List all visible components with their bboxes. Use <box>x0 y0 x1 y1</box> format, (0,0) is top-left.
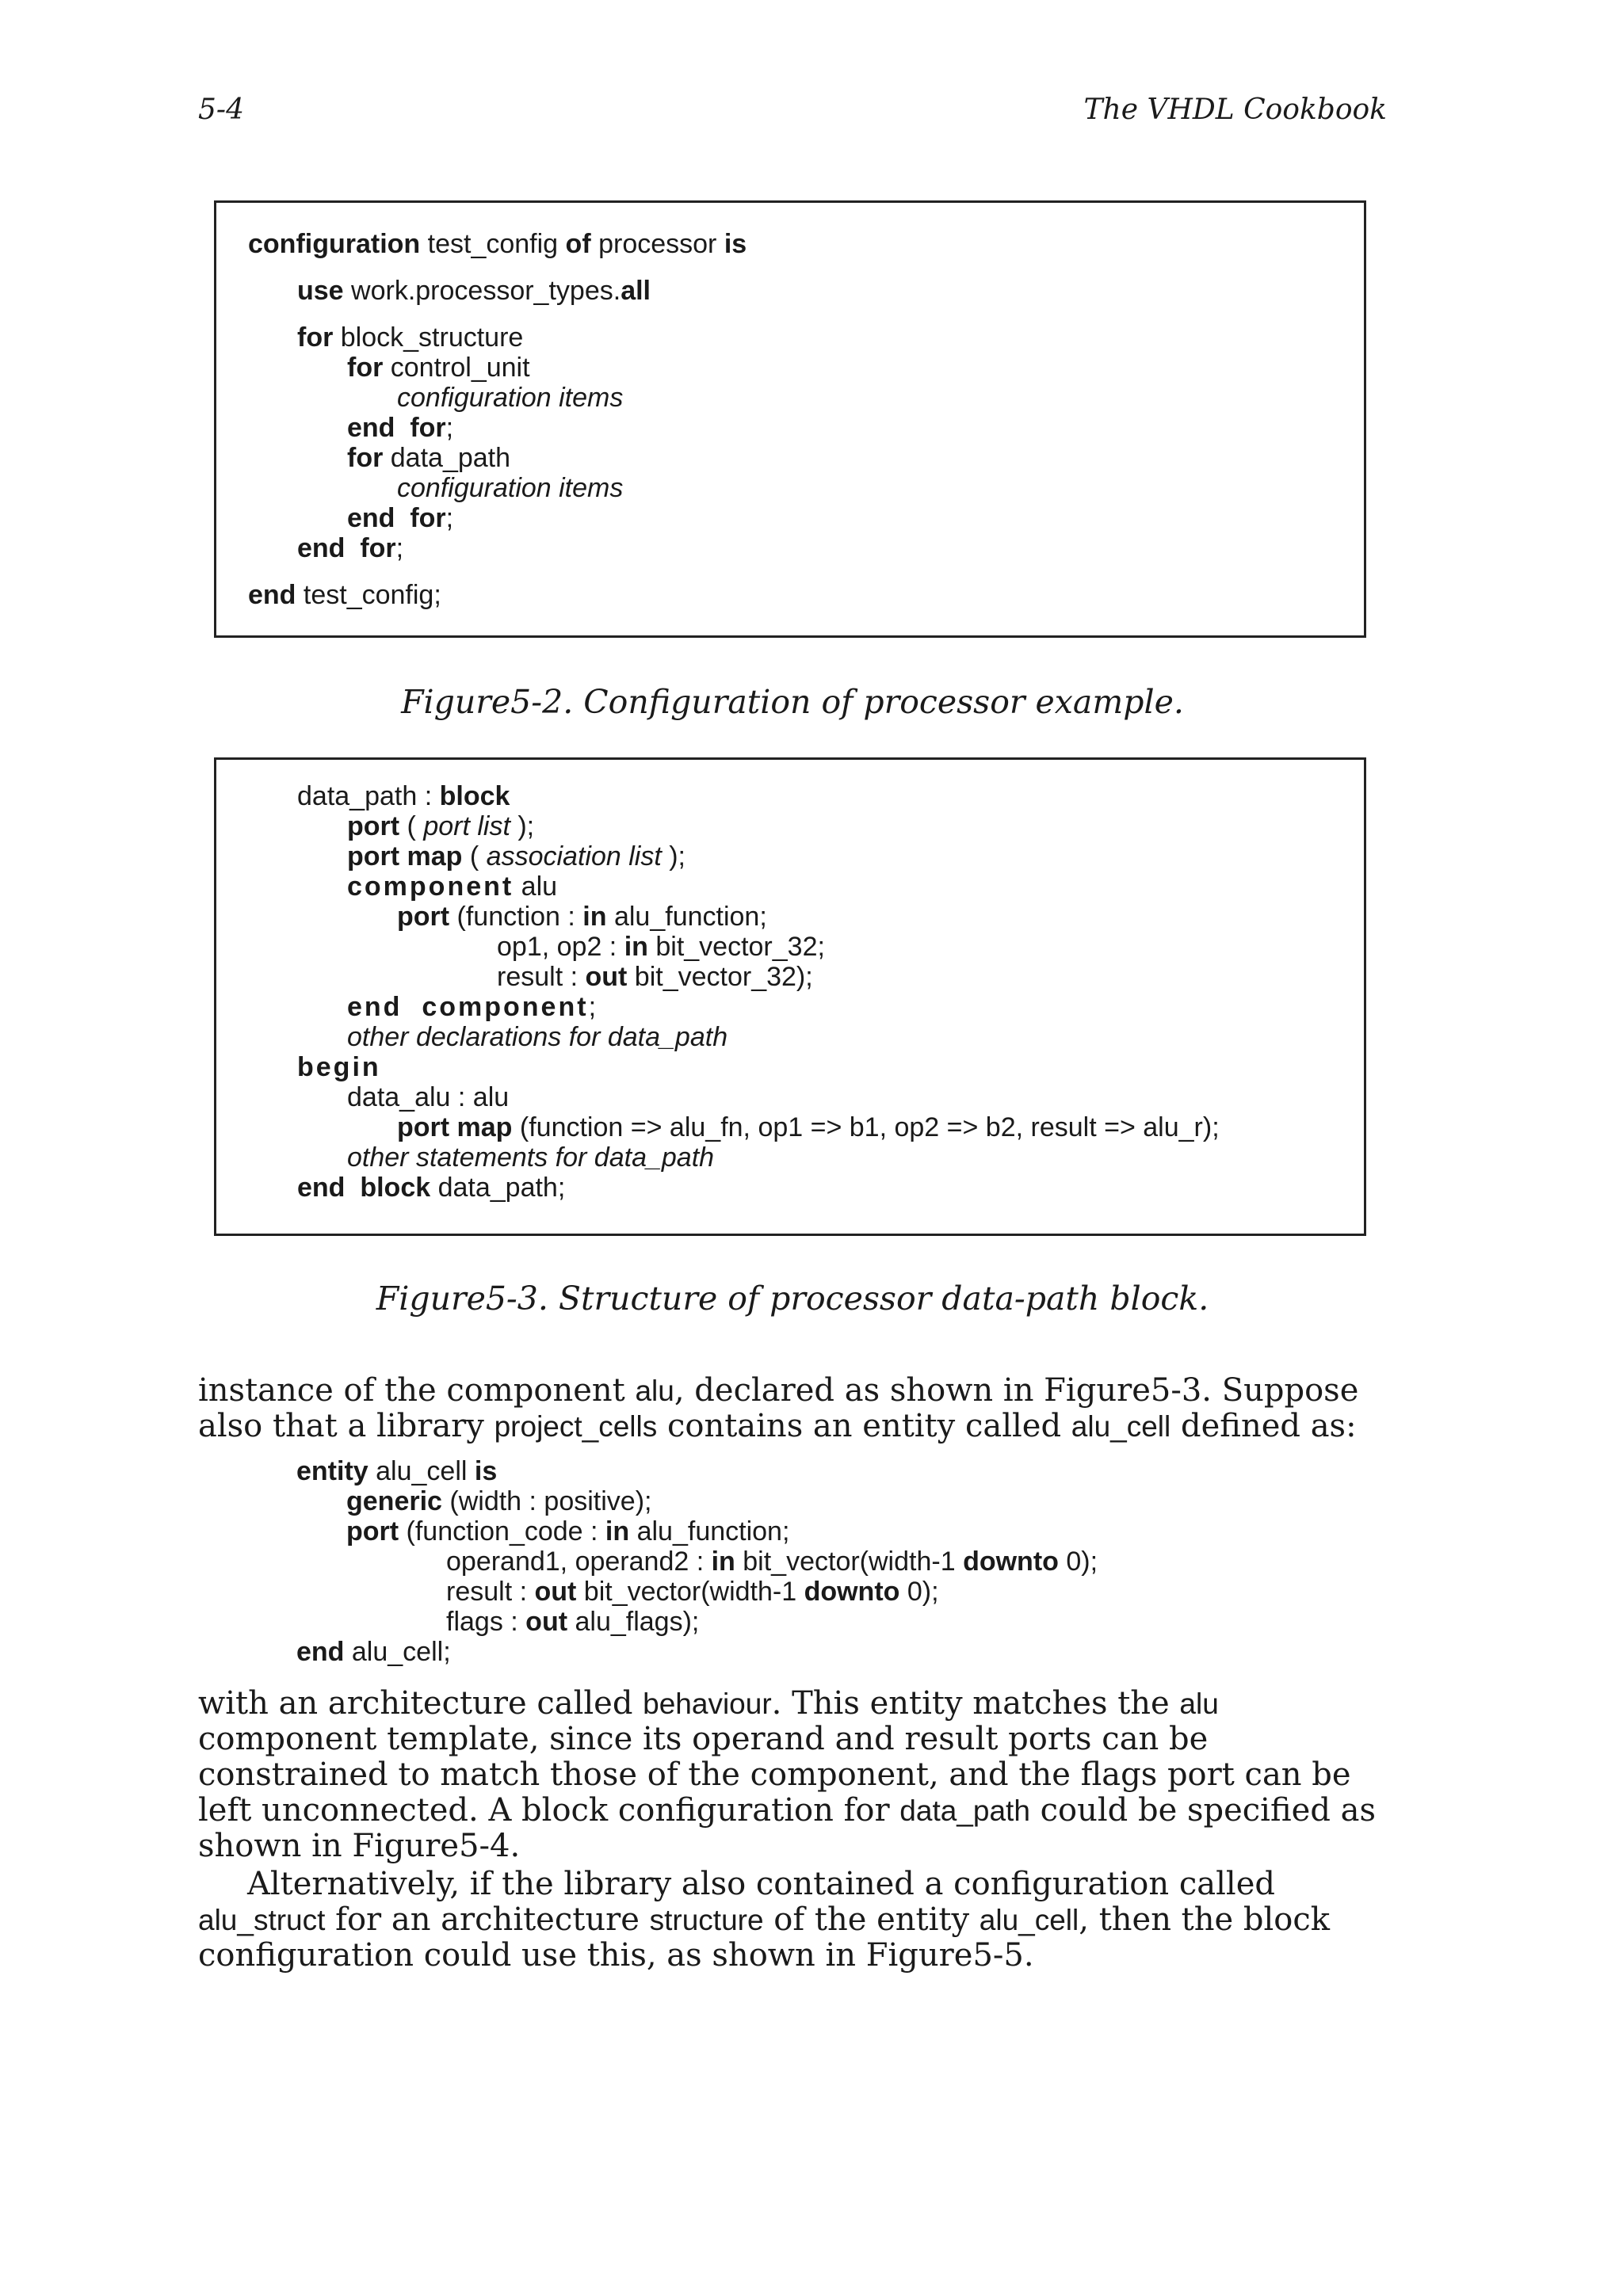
text-run: in <box>624 932 648 962</box>
text-run: block_structure <box>333 322 524 353</box>
text-run: alu_function; <box>629 1516 790 1547</box>
text-run: generic <box>346 1486 442 1516</box>
text-run: ( <box>462 841 487 871</box>
text-run: configuration items <box>397 473 624 503</box>
text-run: is <box>474 1456 498 1486</box>
text-run: bit_vector(width-1 <box>576 1577 804 1607</box>
text-run: test_config <box>420 229 566 259</box>
code-line <box>347 413 453 443</box>
figure-5-3-caption: Figure5-3. Structure of processor data-path block. <box>376 1280 1209 1318</box>
code-line <box>297 1173 565 1203</box>
code-line <box>497 962 813 992</box>
text-run: bit_vector_32; <box>647 932 825 962</box>
text-run: ); <box>661 841 685 871</box>
text-run: alu <box>1179 1688 1219 1720</box>
text-run: port <box>397 902 450 932</box>
code-line <box>248 580 441 610</box>
text-run: data_path <box>899 1794 1030 1827</box>
text-run: configuration <box>248 229 421 259</box>
text-run: port <box>346 1516 399 1547</box>
text-run: , then the block configuration could use this, as shown in Figure5-5. <box>198 1901 1331 1974</box>
text-run: (width : positive); <box>441 1486 652 1516</box>
text-run: for <box>347 443 384 473</box>
text-run: end block <box>297 1173 431 1203</box>
text-run: ; <box>588 992 597 1022</box>
code-line <box>497 932 825 962</box>
text-run: data_path : <box>297 781 440 811</box>
text-run: port list <box>423 811 510 841</box>
text-run: op1, op2 : <box>497 932 624 962</box>
code-line <box>347 1142 714 1173</box>
text-run: (function : <box>449 902 583 932</box>
code-line <box>346 1516 789 1547</box>
code-line <box>296 1637 451 1667</box>
text-run: ; <box>445 503 454 533</box>
text-run: with an architecture called <box>198 1685 643 1722</box>
code-line <box>446 1607 699 1637</box>
text-run: behaviour <box>643 1688 772 1720</box>
text-run: port map <box>397 1112 513 1142</box>
code-line <box>347 1082 509 1112</box>
text-run: in <box>582 902 607 932</box>
code-line <box>297 1052 381 1082</box>
text-run: of <box>565 229 591 259</box>
text-run: processor <box>590 229 724 259</box>
text-run: end component <box>347 992 589 1022</box>
text-run: downto <box>963 1547 1059 1577</box>
code-line <box>446 1577 939 1607</box>
text-run: flags : <box>446 1607 526 1637</box>
text-run: end for <box>347 503 446 533</box>
code-line <box>446 1547 1098 1577</box>
text-run: association list <box>486 841 662 871</box>
text-run: end for <box>297 533 396 563</box>
text-run: all <box>621 276 651 306</box>
text-run: entity <box>296 1456 369 1486</box>
text-run: alu_cell <box>368 1456 475 1486</box>
code-line <box>347 1022 727 1052</box>
text-run: use <box>297 276 344 306</box>
text-run: port map <box>347 841 463 871</box>
body-paragraph <box>198 1867 1387 1974</box>
text-run: alu_cell; <box>344 1637 451 1667</box>
text-run: ( <box>399 811 424 841</box>
text-run: Alternatively, if the library also contained a configuration called <box>247 1866 1275 1902</box>
code-line <box>397 1112 1220 1142</box>
figure-5-2-code-box <box>214 200 1366 638</box>
text-run: of the entity <box>763 1901 980 1938</box>
text-run: for <box>297 322 334 353</box>
text-run: end <box>248 580 296 610</box>
code-line <box>296 1456 497 1486</box>
text-run: bit_vector(width-1 <box>735 1547 964 1577</box>
text-run: 0); <box>1058 1547 1098 1577</box>
text-run: for <box>347 353 384 383</box>
text-run: alu_struct <box>198 1904 326 1936</box>
text-run: test_config; <box>296 580 441 610</box>
text-run: begin <box>297 1052 381 1082</box>
code-line <box>297 781 510 811</box>
text-run: project_cells <box>494 1410 658 1443</box>
figure-5-2-caption: Figure5-2. Configuration of processor example. <box>401 683 1184 721</box>
code-line <box>397 902 767 932</box>
text-run: operand1, operand2 : <box>446 1547 712 1577</box>
text-run: in <box>711 1547 735 1577</box>
code-line <box>297 533 403 563</box>
text-run: out <box>534 1577 577 1607</box>
text-run: could be specified as shown in Figure5-4. <box>198 1792 1377 1864</box>
code-line <box>347 353 530 383</box>
text-run: alu_flags); <box>567 1607 700 1637</box>
text-run: alu_cell <box>1071 1410 1171 1443</box>
code-line <box>297 322 523 353</box>
text-run: out <box>525 1607 568 1637</box>
text-run: is <box>724 229 747 259</box>
text-run: out <box>585 962 628 992</box>
text-run: block <box>439 781 510 811</box>
text-run: component <box>347 871 514 902</box>
text-run: ); <box>510 811 535 841</box>
text-run: contains an entity called <box>657 1408 1071 1444</box>
text-run: component template, since its operand and result ports can be constrained to match those of the component, and the flags port can be left unconnected. A block configuration for <box>198 1721 1351 1829</box>
code-line <box>347 841 685 871</box>
page-number: 5-4 <box>198 93 244 126</box>
code-line <box>347 871 557 902</box>
text-run: data_alu : alu <box>347 1082 510 1112</box>
text-run: bit_vector_32); <box>627 962 813 992</box>
text-run: (function => alu_fn, op1 => b1, op2 => b2, result => alu_r); <box>512 1112 1220 1142</box>
code-line <box>347 811 534 841</box>
body-paragraph <box>198 1373 1387 1444</box>
text-run: alu_function; <box>606 902 767 932</box>
text-run: configuration items <box>397 383 624 413</box>
text-run: other declarations for data_path <box>347 1022 728 1052</box>
figure-5-3-code-box <box>214 757 1366 1236</box>
text-run: data_path <box>383 443 511 473</box>
text-run: 0); <box>899 1577 939 1607</box>
text-run: in <box>605 1516 630 1547</box>
text-run: end for <box>347 413 446 443</box>
code-line <box>346 1486 651 1516</box>
page-header <box>198 93 1387 141</box>
text-run: alu <box>514 871 558 902</box>
text-run: alu <box>635 1375 674 1407</box>
code-line <box>347 503 453 533</box>
text-run: result : <box>446 1577 535 1607</box>
text-run: work.processor_types. <box>343 276 621 306</box>
text-run: structure <box>649 1904 764 1936</box>
text-run: downto <box>804 1577 900 1607</box>
text-run: , declared as shown in Figure5-3. Suppose also that a library <box>198 1372 1359 1444</box>
text-run: result : <box>497 962 586 992</box>
text-run: data_path; <box>430 1173 566 1203</box>
code-line <box>248 229 747 259</box>
book-title: The VHDL Cookbook <box>1083 93 1387 126</box>
code-line <box>297 276 651 306</box>
text-run: instance of the component <box>198 1372 636 1409</box>
text-run: alu_cell <box>979 1904 1079 1936</box>
text-run: port <box>347 811 400 841</box>
code-line <box>397 383 623 413</box>
text-run: (function_code : <box>399 1516 605 1547</box>
text-run: . This entity matches the <box>771 1685 1180 1722</box>
entity-code-listing <box>296 1456 1327 1674</box>
text-run: for an architecture <box>325 1901 650 1938</box>
text-run: ; <box>445 413 454 443</box>
code-line <box>347 992 596 1022</box>
text-run: other statements for data_path <box>347 1142 715 1173</box>
code-line <box>347 443 510 473</box>
text-run: end <box>296 1637 345 1667</box>
text-run: control_unit <box>383 353 530 383</box>
code-line <box>397 473 623 503</box>
text-run: defined as: <box>1170 1408 1357 1444</box>
text-run: ; <box>395 533 404 563</box>
body-paragraph <box>198 1686 1387 1864</box>
